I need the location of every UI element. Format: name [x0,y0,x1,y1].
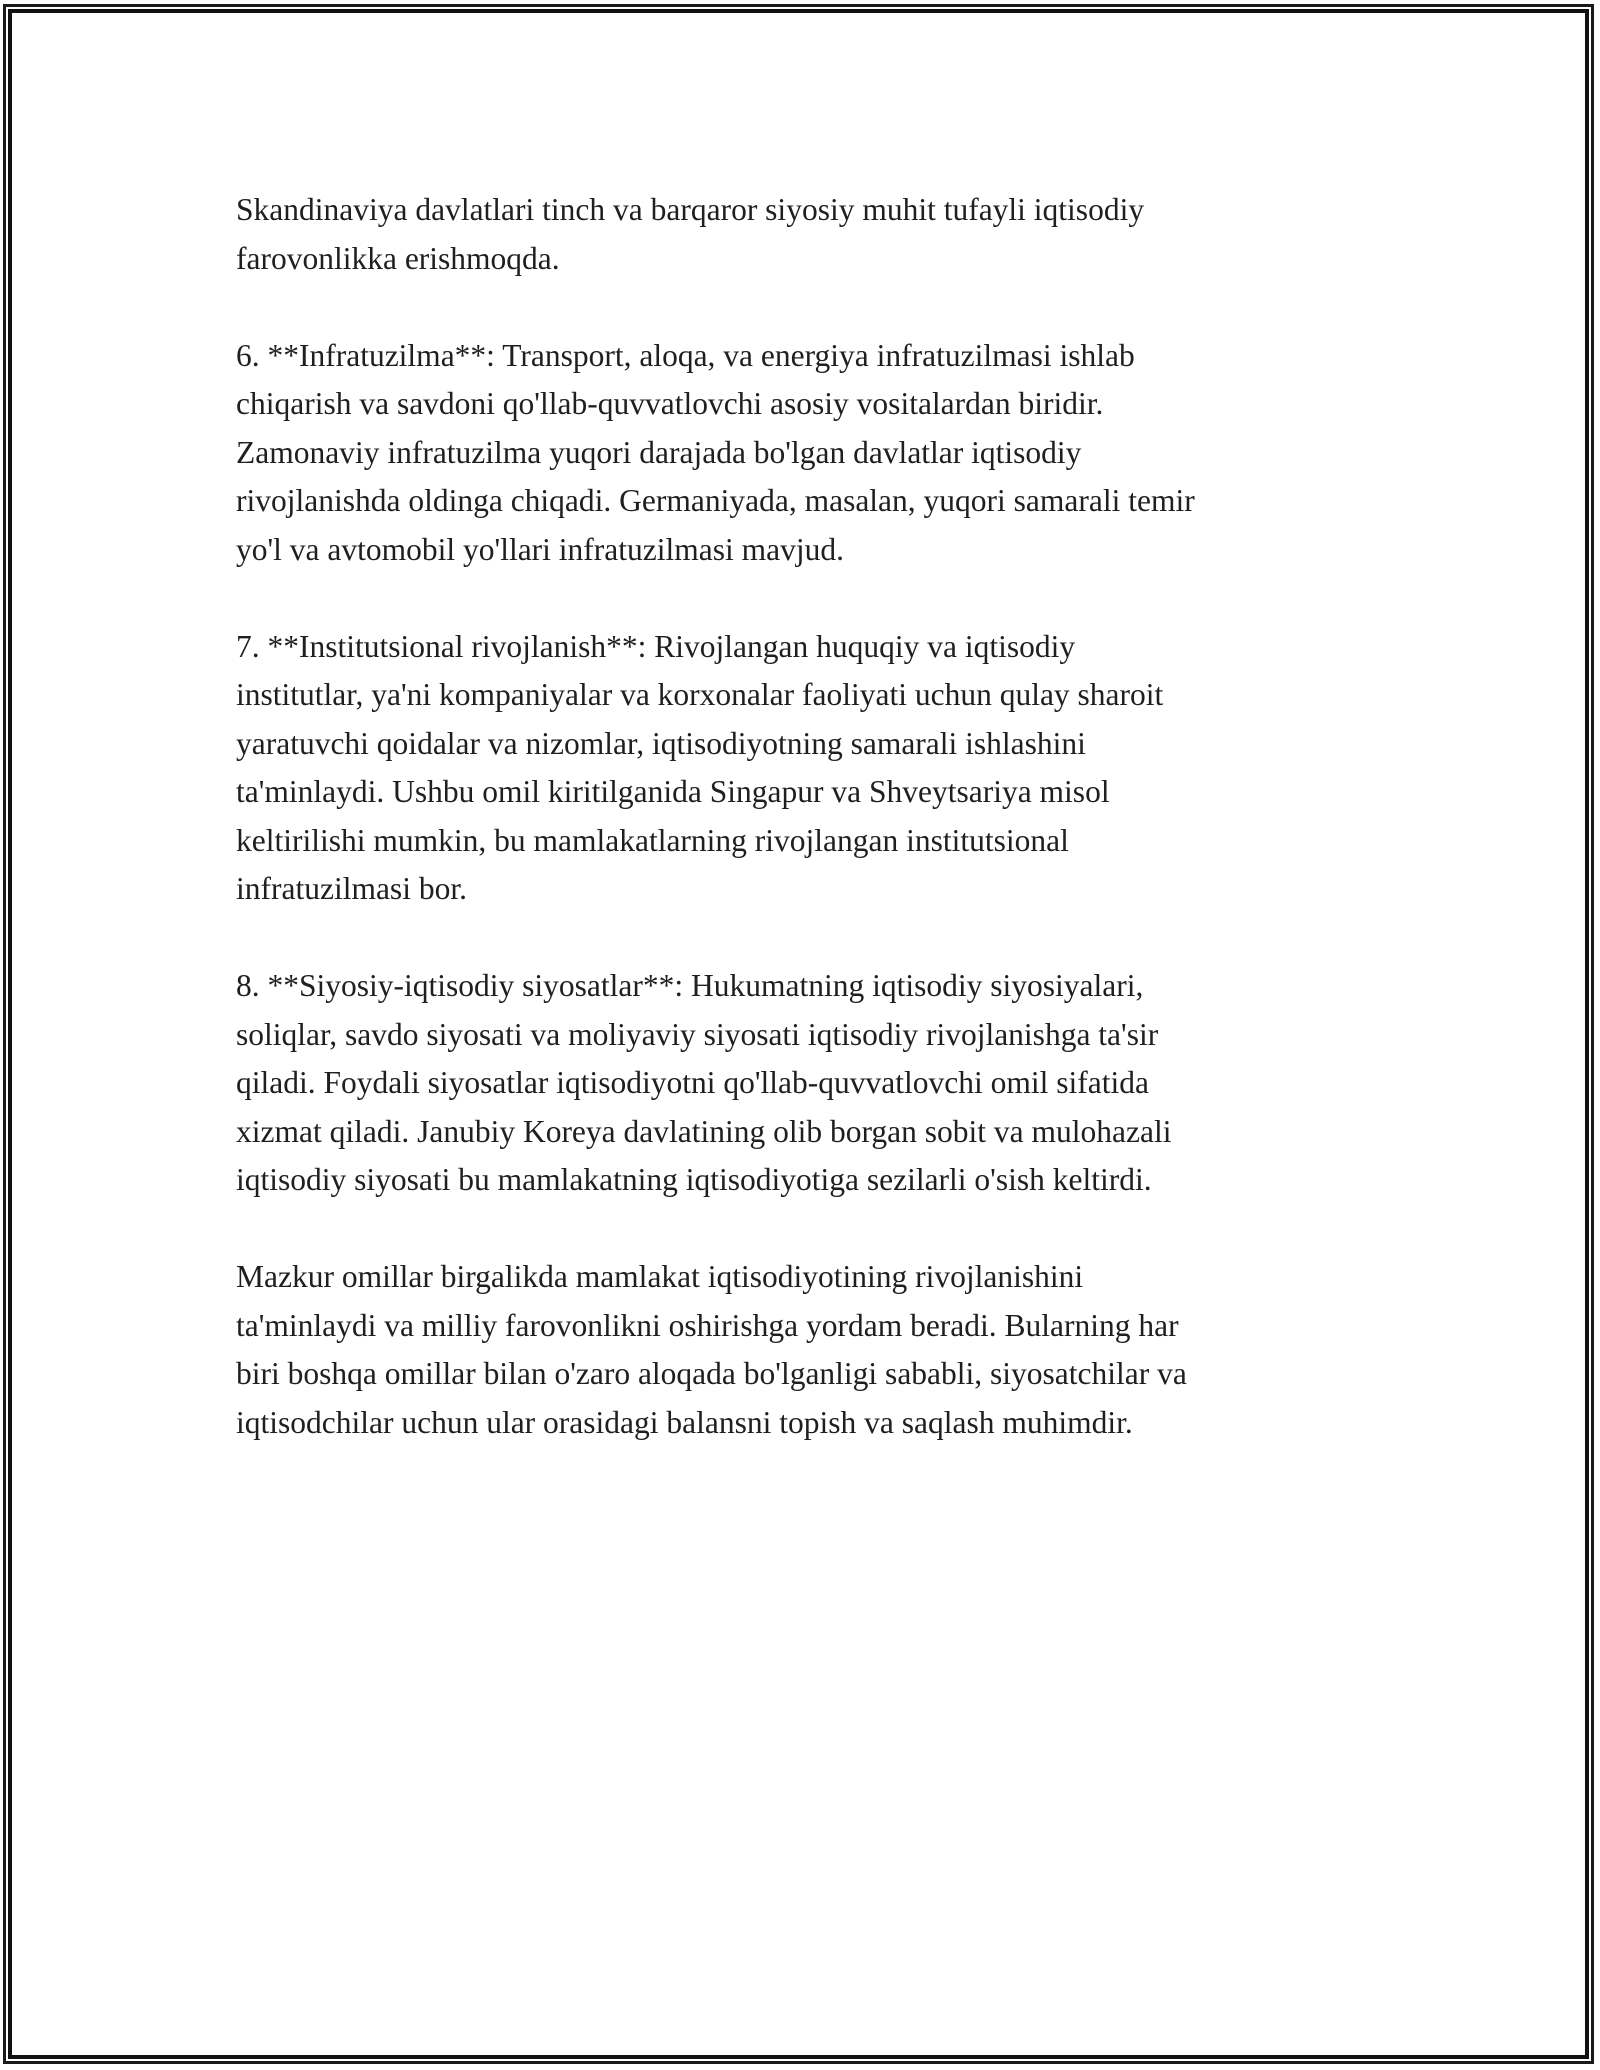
text-line: farovonlikka erishmoqda. [236,240,560,276]
paragraph-policy [236,962,1366,1205]
paragraph-intro [236,186,1366,283]
text-line: 8. **Siyosiy-iqtisodiy siyosatlar**: Hukumatning iqtisodiy siyosiyalari, [236,968,1144,1003]
text-line: rivojlanishda oldinga chiqadi. Germaniyada, masalan, yuqori samarali temir [236,483,1195,518]
text-line: Mazkur omillar birgalikda mamlakat iqtisodiyotining rivojlanishini [236,1259,1084,1294]
text-line: qiladi. Foydali siyosatlar iqtisodiyotni qo'llab-quvvatlovchi omil sifatida [236,1065,1149,1100]
text-line: xizmat qiladi. Janubiy Koreya davlatining olib borgan sobit va mulohazali [236,1113,1172,1149]
text-line: chiqarish va savdoni qo'llab-quvvatlovchi asosiy vositalardan biridir. [236,386,1104,421]
document-body [236,186,1366,1496]
text-line: Skandinaviya davlatlari tinch va barqaror siyosiy muhit tufayli iqtisodiy [236,192,1145,227]
text-line: Zamonaviy infratuzilma yuqori darajada bo'lgan davlatlar iqtisodiy [236,434,1082,470]
text-line: iqtisodiy siyosati bu mamlakatning iqtisodiyotiga sezilarli o'sish keltirdi. [236,1162,1152,1197]
text-line: yo'l va avtomobil yo'llari infratuzilmasi mavjud. [236,531,844,567]
text-line: yaratuvchi qoidalar va nizomlar, iqtisodiyotning samarali ishlashini [236,725,1086,761]
paragraph-institutional [236,623,1366,914]
text-line: 7. **Institutsional rivojlanish**: Rivojlangan huquqiy va iqtisodiy [236,628,1076,664]
text-line: infratuzilmasi bor. [236,871,467,906]
text-line: iqtisodchilar uchun ular orasidagi balansni topish va saqlash muhimdir. [236,1404,1133,1440]
text-line: ta'minlaydi va milliy farovonlikni oshirishga yordam beradi. Bularning har [236,1307,1179,1343]
text-line: biri boshqa omillar bilan o'zaro aloqada bo'lganligi sababli, siyosatchilar va [236,1356,1187,1391]
text-line: institutlar, ya'ni kompaniyalar va korxonalar faoliyati uchun qulay sharoit [236,677,1164,712]
text-line: keltirilishi mumkin, bu mamlakatlarning rivojlangan institutsional [236,822,1069,858]
text-line: soliqlar, savdo siyosati va moliyaviy siyosati iqtisodiy rivojlanishga ta'sir [236,1016,1159,1052]
paragraph-infrastructure [236,332,1366,575]
text-line: 6. **Infratuzilma**: Transport, aloqa, va energiya infratuzilmasi ishlab [236,337,1135,373]
paragraph-conclusion [236,1253,1366,1447]
text-line: ta'minlaydi. Ushbu omil kiritilganida Singapur va Shveytsariya misol [236,774,1110,809]
